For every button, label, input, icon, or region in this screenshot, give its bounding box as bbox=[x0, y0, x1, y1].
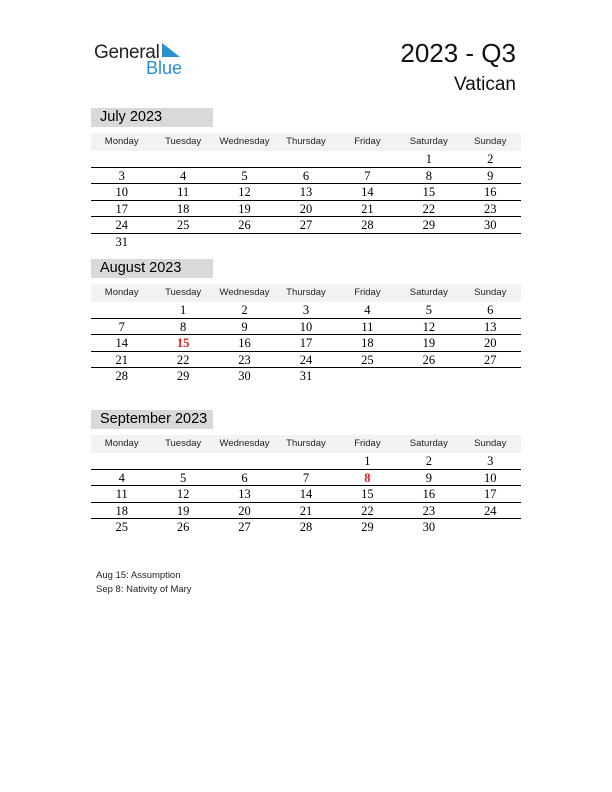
day-cell: 8 bbox=[425, 168, 432, 183]
day-cell: 29 bbox=[422, 218, 436, 232]
day-cell: 16 bbox=[238, 336, 251, 350]
day-cell: 19 bbox=[238, 201, 251, 216]
day-cell: 5 bbox=[425, 303, 432, 317]
weekday-label: Tuesday bbox=[165, 136, 202, 147]
holiday-notes bbox=[96, 569, 192, 596]
day-cell: 8 bbox=[180, 319, 187, 334]
day-cell: 19 bbox=[422, 336, 436, 350]
day-cell: 31 bbox=[299, 369, 313, 383]
day-cell: 26 bbox=[238, 218, 251, 232]
day-cell bbox=[152, 234, 213, 251]
month-title: August 2023 bbox=[91, 259, 213, 278]
day-cell: 21 bbox=[299, 503, 313, 518]
day-cell bbox=[214, 151, 275, 167]
day-cell: 17 bbox=[115, 201, 128, 216]
week-row bbox=[91, 368, 521, 385]
day-cell: 10 bbox=[115, 185, 128, 199]
week-row bbox=[91, 302, 521, 319]
weekday-label: Saturday bbox=[409, 287, 448, 298]
month-calendar-september bbox=[91, 410, 521, 536]
day-cell bbox=[398, 368, 459, 385]
day-cell bbox=[152, 151, 213, 167]
day-cell: 12 bbox=[422, 319, 436, 334]
day-cell: 29 bbox=[361, 520, 374, 534]
day-cell: 14 bbox=[361, 185, 374, 199]
day-cell: 28 bbox=[299, 520, 313, 534]
month-calendar-july bbox=[91, 108, 521, 250]
weekday-label: Wednesday bbox=[219, 136, 270, 147]
holiday-note: Aug 15: Assumption bbox=[96, 570, 181, 581]
day-cell: 15 bbox=[176, 336, 190, 350]
day-cell: 24 bbox=[115, 218, 128, 232]
weekday-label: Tuesday bbox=[165, 287, 202, 298]
logo-general-text: General bbox=[94, 42, 160, 63]
day-cell: 15 bbox=[361, 487, 374, 501]
weekday-label: Sunday bbox=[474, 136, 507, 147]
day-cell: 7 bbox=[118, 319, 125, 334]
day-cell: 25 bbox=[361, 352, 374, 367]
day-cell: 25 bbox=[176, 218, 190, 232]
brand-logo bbox=[94, 40, 194, 80]
day-cell: 7 bbox=[364, 168, 371, 183]
weekday-label: Wednesday bbox=[219, 438, 270, 449]
day-cell: 28 bbox=[115, 369, 128, 383]
day-cell: 2 bbox=[487, 152, 494, 166]
month-title: September 2023 bbox=[91, 410, 213, 429]
week-row bbox=[91, 217, 521, 234]
day-cell: 1 bbox=[425, 152, 432, 166]
weekday-label: Monday bbox=[104, 438, 139, 449]
week-row bbox=[91, 168, 521, 185]
day-cell: 20 bbox=[483, 336, 497, 350]
weekday-label: Friday bbox=[354, 136, 381, 147]
day-cell: 20 bbox=[299, 201, 313, 216]
day-cell: 27 bbox=[299, 218, 313, 232]
day-cell: 30 bbox=[483, 218, 497, 232]
day-cell bbox=[91, 453, 152, 469]
day-cell: 6 bbox=[302, 168, 310, 183]
day-cell: 13 bbox=[483, 319, 497, 334]
day-cell bbox=[275, 453, 336, 469]
day-cell: 5 bbox=[180, 470, 187, 485]
logo-blue-text: Blue bbox=[146, 58, 183, 78]
page-title: 2023 - Q3 bbox=[400, 38, 516, 68]
week-row bbox=[91, 184, 521, 201]
week-row bbox=[91, 201, 521, 218]
week-row bbox=[91, 319, 521, 336]
day-cell: 23 bbox=[422, 503, 436, 518]
day-cell: 20 bbox=[238, 503, 251, 518]
day-cell: 25 bbox=[115, 520, 128, 534]
day-cell: 7 bbox=[302, 470, 310, 485]
day-cell: 17 bbox=[483, 487, 497, 501]
weekday-label: Monday bbox=[104, 136, 139, 147]
day-cell: 23 bbox=[238, 352, 251, 367]
week-row bbox=[91, 352, 521, 369]
day-cell: 16 bbox=[422, 487, 436, 501]
day-cell: 4 bbox=[180, 168, 187, 183]
day-cell: 11 bbox=[177, 185, 190, 199]
day-cell: 9 bbox=[487, 168, 494, 183]
week-row bbox=[91, 470, 521, 487]
day-cell: 30 bbox=[238, 369, 251, 383]
day-cell: 11 bbox=[361, 319, 374, 334]
day-cell bbox=[337, 368, 398, 385]
day-cell bbox=[91, 151, 152, 167]
day-cell: 21 bbox=[115, 352, 128, 367]
day-cell: 3 bbox=[302, 303, 310, 317]
day-cell bbox=[337, 151, 398, 167]
day-cell: 5 bbox=[241, 168, 248, 183]
day-cell: 30 bbox=[422, 520, 436, 534]
day-cell: 18 bbox=[115, 503, 128, 518]
day-cell: 8 bbox=[364, 470, 371, 485]
weekday-label: Wednesday bbox=[219, 287, 270, 298]
weekday-label: Saturday bbox=[409, 136, 448, 147]
weekday-label: Thursday bbox=[286, 438, 326, 449]
month-title: July 2023 bbox=[91, 108, 213, 127]
logo-triangle-icon bbox=[162, 43, 180, 57]
weekday-label: Monday bbox=[104, 287, 139, 298]
day-cell: 13 bbox=[299, 185, 313, 199]
day-cell: 2 bbox=[241, 303, 248, 317]
country-name: Vatican bbox=[454, 74, 516, 95]
day-cell: 22 bbox=[361, 503, 374, 518]
day-cell: 3 bbox=[487, 454, 494, 468]
day-cell: 22 bbox=[422, 201, 436, 216]
day-cell: 27 bbox=[483, 352, 497, 367]
day-cell: 1 bbox=[180, 303, 187, 317]
weekday-header-row bbox=[91, 133, 521, 151]
day-cell: 4 bbox=[364, 303, 371, 317]
day-cell: 4 bbox=[118, 470, 125, 485]
day-cell bbox=[275, 151, 336, 167]
day-cell: 24 bbox=[299, 352, 313, 367]
day-cell: 6 bbox=[487, 303, 494, 317]
day-cell: 18 bbox=[176, 201, 190, 216]
day-cell: 2 bbox=[425, 454, 432, 468]
weekday-label: Sunday bbox=[474, 438, 507, 449]
day-cell bbox=[398, 234, 459, 251]
week-row bbox=[91, 151, 521, 168]
day-cell: 14 bbox=[115, 336, 128, 350]
weekday-label: Friday bbox=[354, 438, 381, 449]
weekday-label: Friday bbox=[354, 287, 381, 298]
day-cell: 14 bbox=[299, 487, 313, 501]
week-row bbox=[91, 519, 521, 536]
day-cell: 16 bbox=[483, 185, 497, 199]
week-row bbox=[91, 453, 521, 470]
day-cell: 28 bbox=[361, 218, 374, 232]
day-cell: 6 bbox=[241, 470, 248, 485]
day-cell: 26 bbox=[176, 520, 190, 534]
day-cell: 22 bbox=[176, 352, 190, 367]
weekday-label: Thursday bbox=[286, 136, 326, 147]
day-cell: 18 bbox=[361, 336, 374, 350]
day-cell: 26 bbox=[422, 352, 436, 367]
holiday-note: Sep 8: Nativity of Mary bbox=[96, 583, 192, 595]
day-cell: 17 bbox=[299, 336, 313, 350]
day-cell bbox=[460, 234, 521, 251]
weekday-label: Tuesday bbox=[165, 438, 202, 449]
day-cell: 10 bbox=[483, 470, 497, 485]
day-cell bbox=[214, 453, 275, 469]
day-cell: 3 bbox=[118, 168, 125, 183]
weekday-label: Saturday bbox=[409, 438, 448, 449]
day-cell: 1 bbox=[364, 454, 371, 468]
week-row bbox=[91, 335, 521, 352]
day-cell bbox=[275, 234, 336, 251]
day-cell: 19 bbox=[176, 503, 190, 518]
day-cell: 10 bbox=[299, 319, 313, 334]
day-cell: 21 bbox=[361, 201, 374, 216]
week-row bbox=[91, 234, 521, 251]
day-cell: 15 bbox=[422, 185, 436, 199]
day-cell: 23 bbox=[483, 201, 497, 216]
weekday-label: Thursday bbox=[286, 287, 326, 298]
day-cell: 11 bbox=[115, 487, 128, 501]
day-cell: 27 bbox=[238, 520, 251, 534]
day-cell: 24 bbox=[483, 503, 497, 518]
day-cell: 9 bbox=[425, 470, 432, 485]
day-cell: 12 bbox=[238, 185, 251, 199]
day-cell bbox=[337, 234, 398, 251]
day-cell: 9 bbox=[241, 319, 248, 334]
day-cell: 31 bbox=[115, 234, 128, 249]
day-cell bbox=[460, 519, 521, 536]
day-cell bbox=[152, 453, 213, 469]
week-row bbox=[91, 503, 521, 520]
day-cell: 29 bbox=[176, 369, 190, 383]
day-cell bbox=[460, 368, 521, 385]
day-cell: 12 bbox=[176, 487, 190, 501]
weekday-label: Sunday bbox=[474, 287, 507, 298]
month-calendar-august bbox=[91, 259, 521, 385]
weekday-header-row bbox=[91, 435, 521, 453]
weekday-header-row bbox=[91, 284, 521, 302]
week-row bbox=[91, 486, 521, 503]
day-cell: 13 bbox=[238, 487, 251, 501]
day-cell bbox=[91, 302, 152, 318]
day-cell bbox=[214, 234, 275, 251]
